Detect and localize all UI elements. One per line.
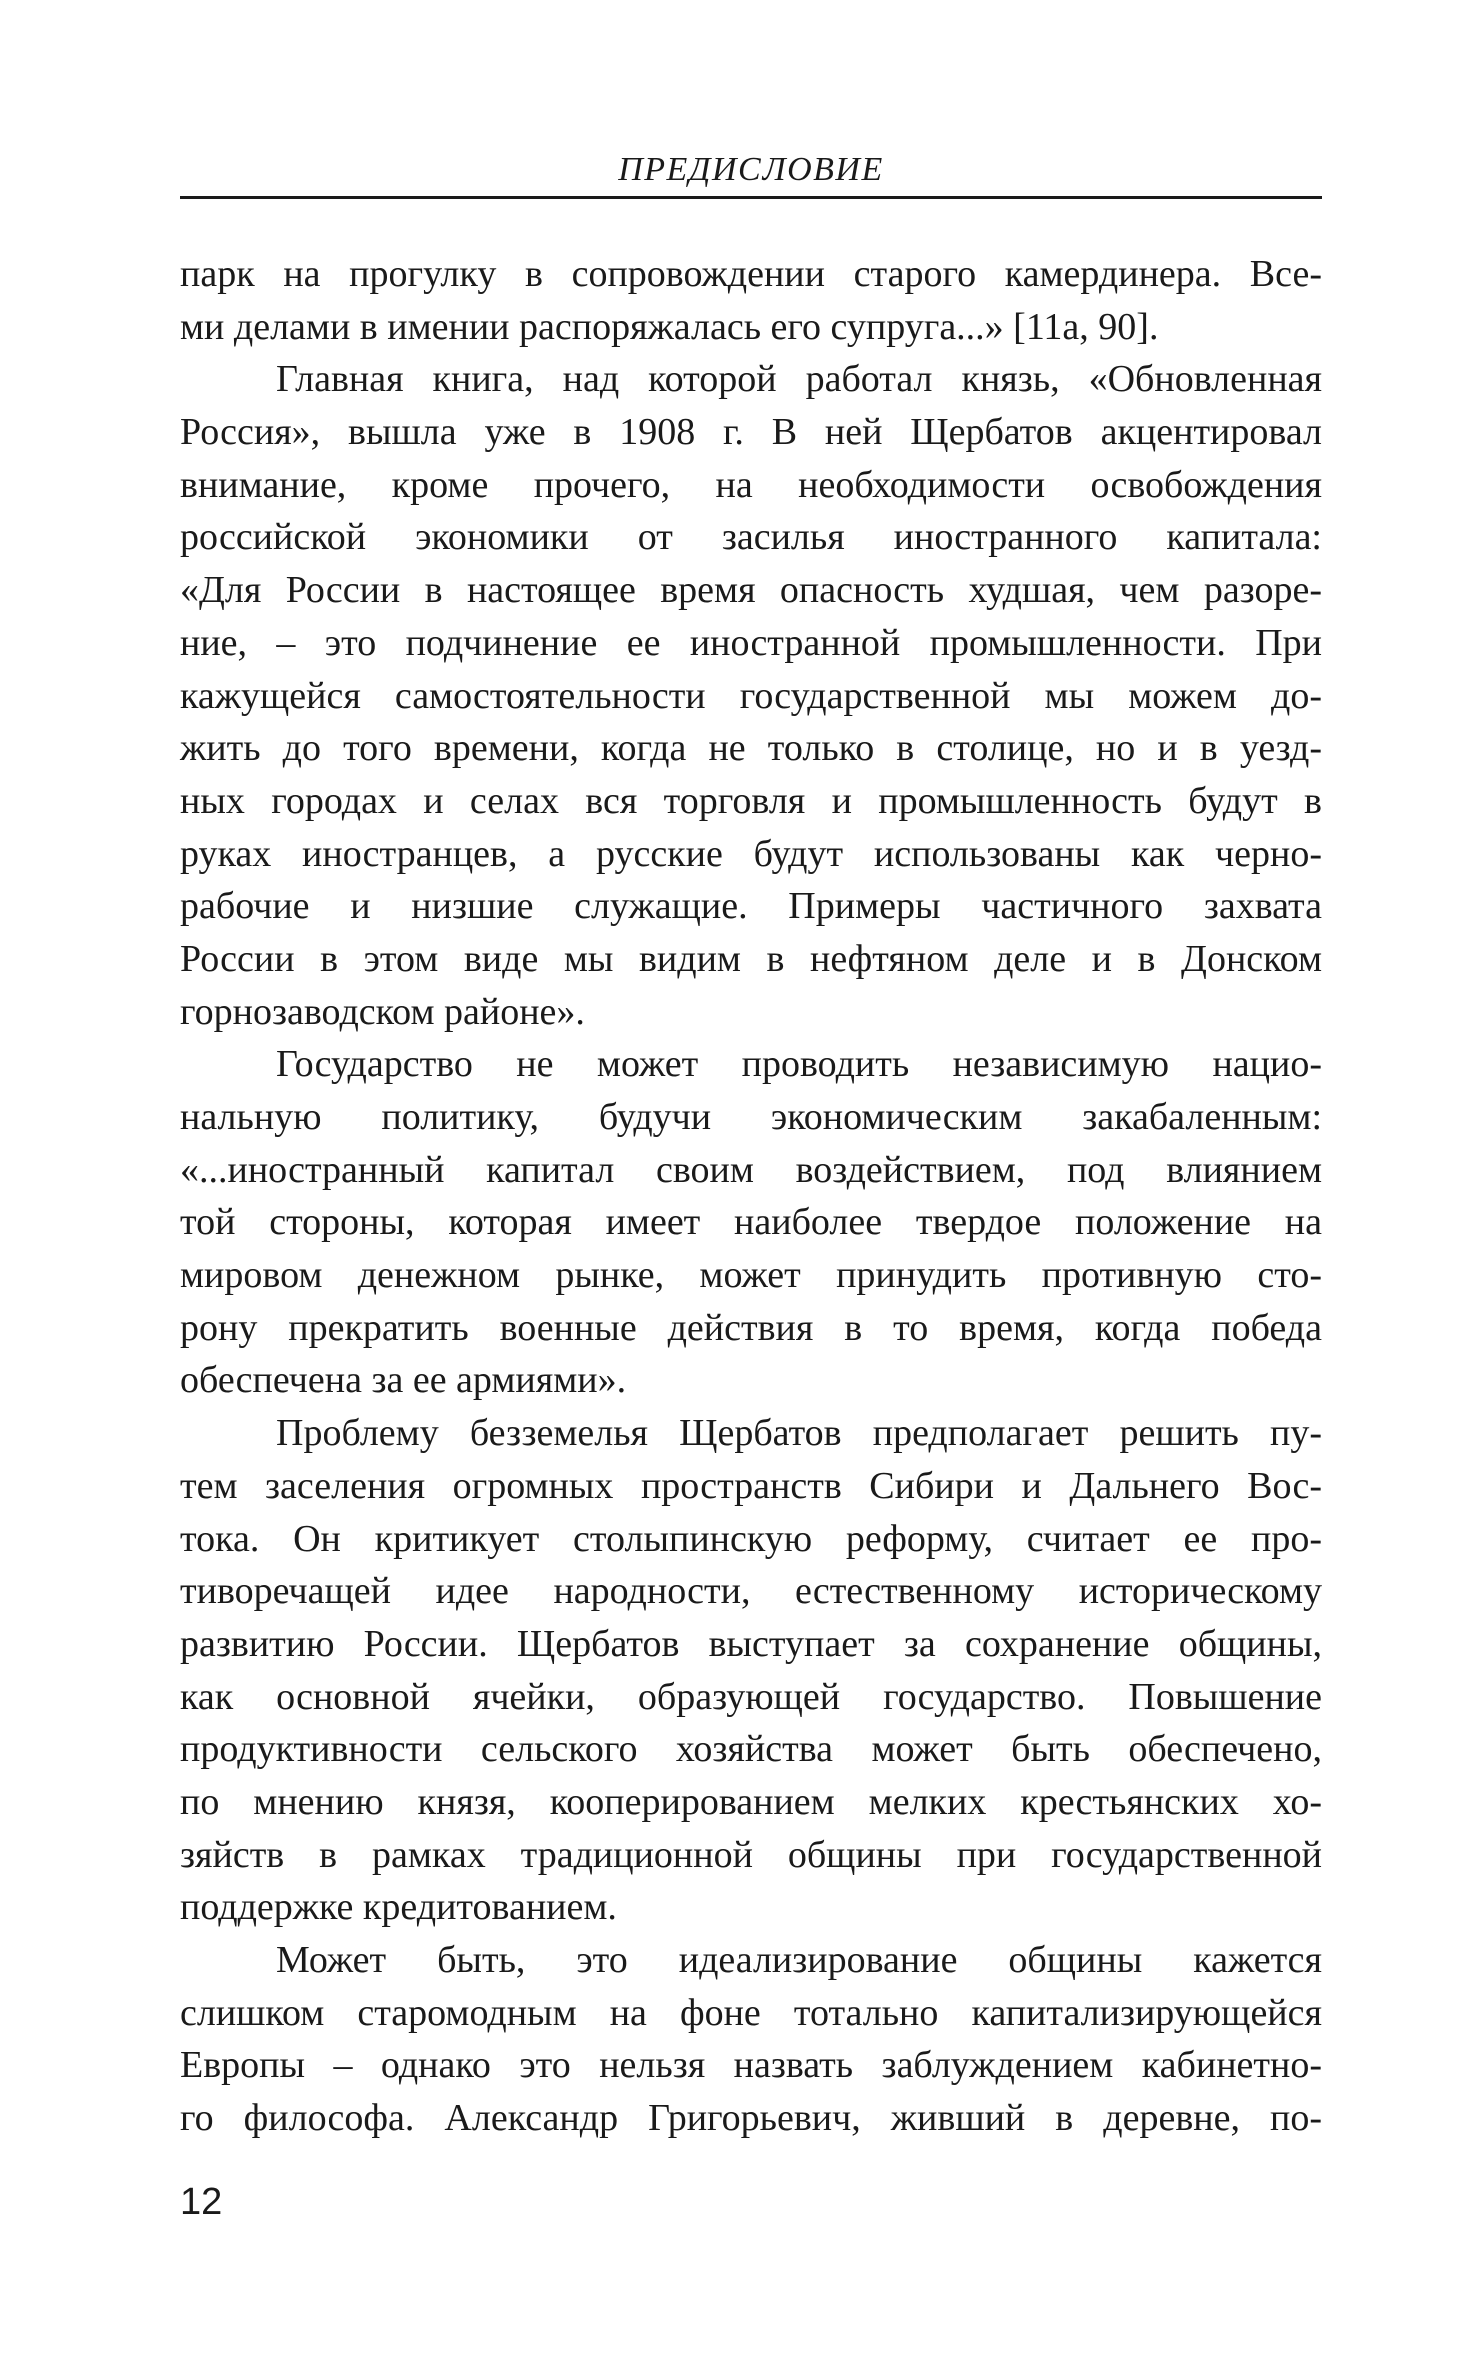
text-line: внимание, кроме прочего, на необходимости освобождения (180, 463, 1322, 506)
text-line: ние, – это подчинение ее иностранной промышленности. При (180, 621, 1322, 664)
text-line: ных городах и селах вся торговля и промышленность будут в (180, 779, 1322, 822)
text-body (180, 248, 1322, 2145)
text-line: обеспечена за ее армиями». (180, 1359, 627, 1402)
text-line: ми делами в имении распоряжалась его супруга...» [11a, 90]. (180, 305, 1159, 348)
text-line: России в этом виде мы видим в нефтяном деле и в Донском (180, 937, 1322, 980)
page-number: 12 (180, 2181, 223, 2223)
text-line: тем заселения огромных пространств Сибири и Дальнего Вос- (180, 1464, 1322, 1507)
text-line: парк на прогулку в сопровождении старого камердинера. Все- (180, 253, 1322, 295)
text-line: Европы – однако это нельзя назвать заблуждением кабинетно- (180, 2044, 1322, 2087)
text-line: Проблему безземелья Щербатов предполагает решить пу- (276, 1412, 1322, 1455)
text-line: тока. Он критикует столыпинскую реформу, считает ее про- (180, 1517, 1322, 1560)
text-line: горнозаводском районе». (180, 990, 585, 1033)
text-line: рону прекратить военные действия в то время, когда победа (180, 1306, 1322, 1349)
text-line: нальную политику, будучи экономическим закабаленным: (180, 1096, 1322, 1138)
text-line: по мнению князя, кооперированием мелких крестьянских хо- (180, 1780, 1322, 1823)
text-line: продуктивности сельского хозяйства может быть обеспечено, (180, 1728, 1322, 1771)
text-line: тиворечащей идее народности, естественному историческому (180, 1570, 1322, 1613)
text-line: Главная книга, над которой работал князь, «Обновленная (276, 358, 1322, 401)
text-line: как основной ячейки, образующей государство. Повышение (180, 1675, 1322, 1718)
text-line: го философа. Александр Григорьевич, живший в деревне, по- (180, 2097, 1322, 2140)
running-title: ПРЕДИСЛОВИЕ (618, 151, 884, 188)
text-line: кажущейся самостоятельности государственной мы можем до- (180, 674, 1322, 717)
text-line: зяйств в рамках традиционной общины при государственной (180, 1833, 1322, 1876)
text-line: Россия», вышла уже в 1908 г. В ней Щербатов акцентировал (180, 411, 1322, 454)
text-line: слишком старомодным на фоне тотально капитализирующейся (180, 1991, 1322, 2034)
text-line: поддержке кредитованием. (180, 1886, 617, 1929)
text-line: Может быть, это идеализирование общины кажется (276, 1939, 1322, 1981)
text-line: развитию России. Щербатов выступает за сохранение общины, (180, 1622, 1322, 1665)
text-line: российской экономики от засилья иностранного капитала: (180, 516, 1322, 559)
running-head (180, 148, 1322, 199)
text-line: руках иностранцев, а русские будут использованы как черно- (180, 832, 1322, 875)
text-line: той стороны, которая имеет наиболее твердое положение на (180, 1201, 1322, 1244)
text-line: «Для России в настоящее время опасность худшая, чем разоре- (180, 569, 1322, 612)
text-line: Государство не может проводить независимую нацио- (276, 1043, 1322, 1086)
text-line: рабочие и низшие служащие. Примеры частичного захвата (180, 885, 1322, 928)
text-line: жить до того времени, когда не только в столице, но и в уезд- (180, 727, 1322, 770)
text-line: «...иностранный капитал своим воздействием, под влиянием (180, 1148, 1322, 1191)
text-line: мировом денежном рынке, может принудить противную сто- (180, 1254, 1322, 1297)
